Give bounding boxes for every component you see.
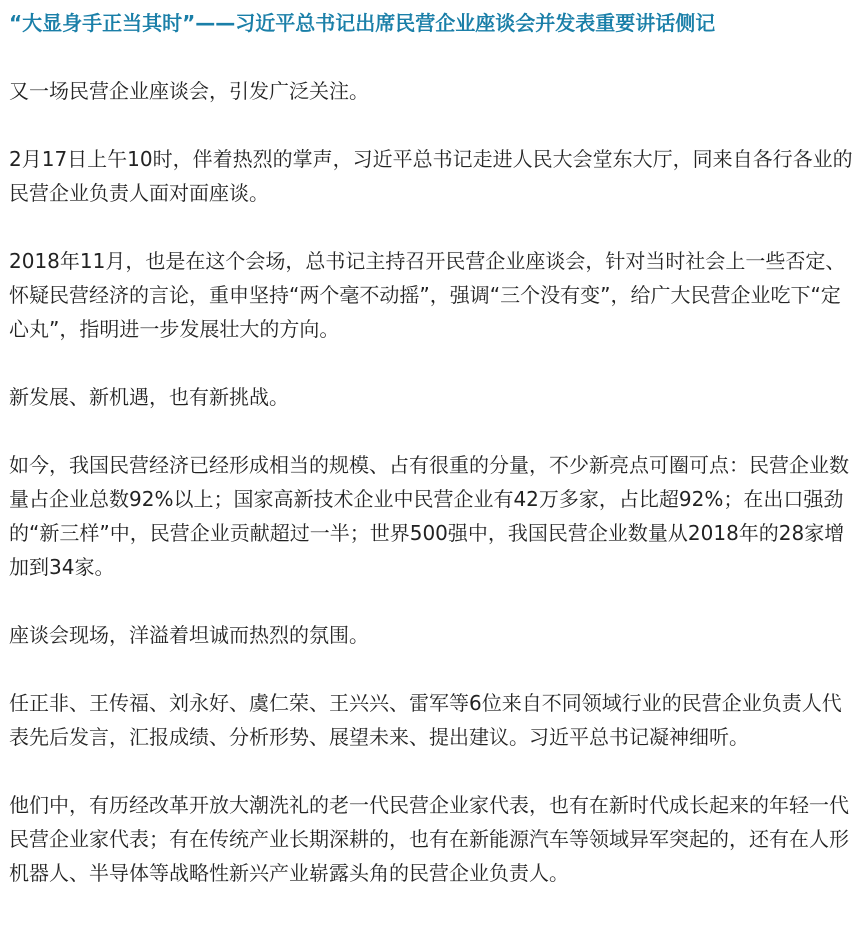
paragraph-5: 如今，我国民营经济已经形成相当的规模、占有很重的分量，不少新亮点可圈可点：民营企业数量占企业总数92%以上；国家高新技术企业中民营企业有42万多家，占比超92%；在出口强劲的“新三样”中，民营企业贡献超过一半；世界500强中，我国民营企业数量从2018年的28家增加到34家。	[9, 453, 849, 579]
paragraph-7: 任正非、王传福、刘永好、虞仁荣、王兴兴、雷军等6位来自不同领域行业的民营企业负责人代表先后发言，汇报成绩、分析形势、展望未来、提出建议。习近平总书记凝神细听。	[9, 691, 842, 749]
article-title: “大显身手正当其时”——习近平总书记出席民营企业座谈会并发表重要讲话侧记	[9, 11, 716, 35]
paragraph-6: 座谈会现场，洋溢着坦诚而热烈的氛围。	[9, 623, 369, 647]
paragraph-1: 又一场民营企业座谈会，引发广泛关注。	[9, 79, 369, 103]
paragraph-4: 新发展、新机遇，也有新挑战。	[9, 385, 289, 409]
paragraph-3: 2018年11月，也是在这个会场，总书记主持召开民营企业座谈会，针对当时社会上一些否定、怀疑民营经济的言论，重申坚持“两个毫不动摇”，强调“三个没有变”，给广大民营企业吃下“定心丸”，指明进一步发展壮大的方向。	[9, 249, 846, 341]
paragraph-8: 他们中，有历经改革开放大潮洗礼的老一代民营企业家代表，也有在新时代成长起来的年轻一代民营企业家代表；有在传统产业长期深耕的，也有在新能源汽车等领域异军突起的，还有在人形机器人、半导体等战略性新兴产业崭露头角的民营企业负责人。	[9, 793, 849, 885]
paragraph-2: 2月17日上午10时，伴着热烈的掌声，习近平总书记走进人民大会堂东大厅，同来自各行各业的民营企业负责人面对面座谈。	[9, 147, 853, 205]
